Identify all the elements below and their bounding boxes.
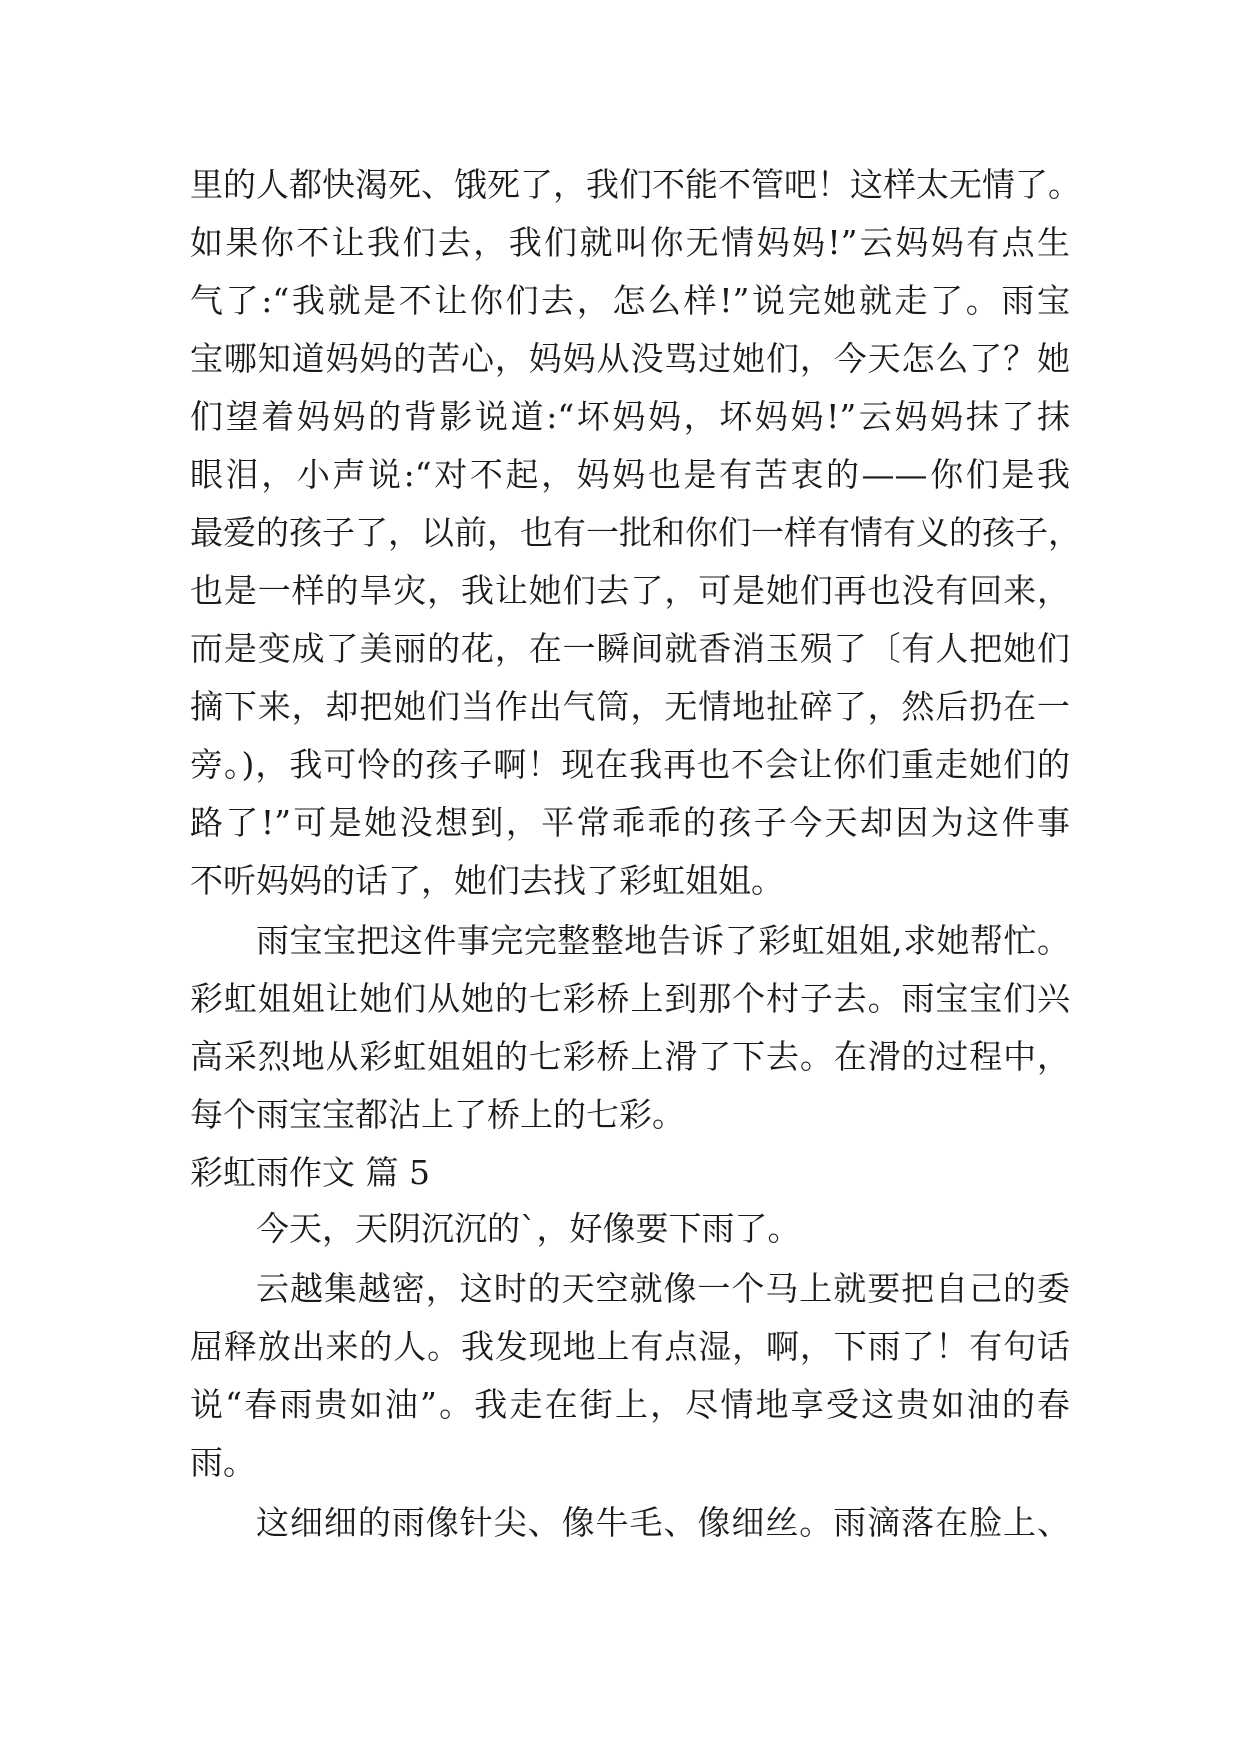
text-line: 这细细的雨像针尖、像牛毛、像细丝。雨滴落在脸上、 xyxy=(256,1503,1070,1542)
text-line: 说“春雨贵如油”。我走在街上，尽情地享受这贵如油的春 xyxy=(190,1385,1070,1424)
text-line: 也是一样的旱灾，我让她们去了，可是她们再也没有回来， xyxy=(190,571,1070,610)
text-line: 路了!”可是她没想到，平常乖乖的孩子今天却因为这件事 xyxy=(190,803,1070,842)
text-line: 彩虹姐姐让她们从她的七彩桥上到那个村子去。雨宝宝们兴 xyxy=(190,979,1070,1018)
text-line: 而是变成了美丽的花，在一瞬间就香消玉殒了〔有人把她们 xyxy=(190,629,1070,668)
text-line: 里的人都快渴死、饿死了，我们不能不管吧！这样太无情了。 xyxy=(190,165,1081,204)
text-line: 摘下来，却把她们当作出气筒，无情地扯碎了，然后扔在一 xyxy=(190,687,1070,726)
text-line: 屈释放出来的人。我发现地上有点湿，啊，下雨了！有句话 xyxy=(190,1327,1070,1366)
text-line: 今天，天阴沉沉的`，好像要下雨了。 xyxy=(256,1209,801,1248)
text-line: 气了:“我就是不让你们去，怎么样!”说完她就走了。雨宝 xyxy=(190,281,1070,320)
text-line: 宝哪知道妈妈的苦心，妈妈从没骂过她们，今天怎么了？她 xyxy=(190,339,1070,378)
section-heading: 彩虹雨作文 篇 5 xyxy=(190,1153,430,1192)
text-line: 雨。 xyxy=(190,1443,256,1482)
text-line: 雨宝宝把这件事完完整整地告诉了彩虹姐姐,求她帮忙。 xyxy=(256,921,1070,960)
text-line: 旁。)，我可怜的孩子啊！现在我再也不会让你们重走她们的 xyxy=(190,745,1070,784)
text-line: 高采烈地从彩虹姐姐的七彩桥上滑了下去。在滑的过程中， xyxy=(190,1037,1070,1076)
text-line: 如果你不让我们去，我们就叫你无情妈妈!”云妈妈有点生 xyxy=(190,223,1070,262)
text-line: 眼泪，小声说:“对不起，妈妈也是有苦衷的——你们是我 xyxy=(190,455,1070,494)
text-line: 每个雨宝宝都沾上了桥上的七彩。 xyxy=(190,1095,685,1134)
text-line: 不听妈妈的话了，她们去找了彩虹姐姐。 xyxy=(190,861,784,900)
text-line: 们望着妈妈的背影说道:“坏妈妈，坏妈妈!”云妈妈抹了抹 xyxy=(190,397,1070,436)
text-line: 最爱的孩子了，以前，也有一批和你们一样有情有义的孩子， xyxy=(190,513,1081,552)
text-line: 云越集越密，这时的天空就像一个马上就要把自己的委 xyxy=(256,1269,1070,1308)
